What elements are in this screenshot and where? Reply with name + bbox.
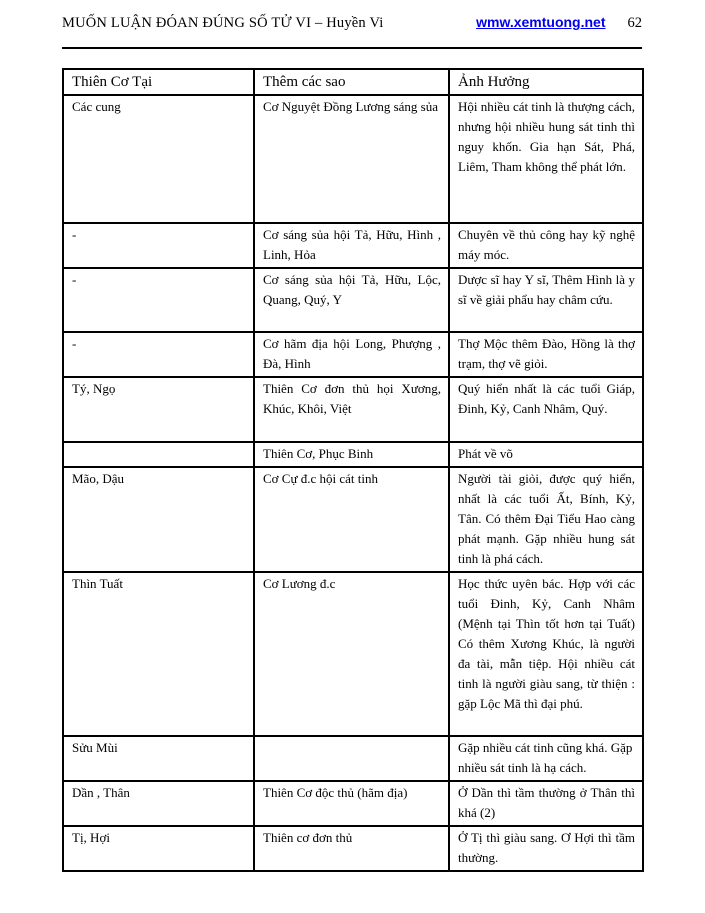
table-cell: Thiên Cơ độc thủ (hãm địa) xyxy=(254,781,449,826)
table-cell: Quý hiển nhất là các tuổi Giáp, Đinh, Kỷ, Canh Nhâm, Quý. xyxy=(449,377,643,442)
table-cell: Mão, Dậu xyxy=(63,467,254,572)
table-row xyxy=(63,826,643,871)
table-cell: - xyxy=(63,332,254,377)
table-row xyxy=(63,442,643,467)
table-row xyxy=(63,377,643,442)
header-right xyxy=(476,14,642,32)
table-cell: Người tài giỏi, được quý hiển, nhất là các tuổi Ất, Bính, Kỷ, Tân. Có thêm Đại Tiểu Hao càng phát mạnh. Gặp nhiều hung sát tinh là phá cách. xyxy=(449,467,643,572)
table-row xyxy=(63,781,643,826)
table-cell: Phát về võ xyxy=(449,442,643,467)
page-number: 62 xyxy=(627,15,642,31)
table-cell: Ở Dần thì tầm thường ở Thân thì khá (2) xyxy=(449,781,643,826)
table-row xyxy=(63,736,643,781)
column-header-thien-co-tai: Thiên Cơ Tại xyxy=(63,69,254,95)
running-header xyxy=(62,14,642,32)
table-cell: Thiên Cơ, Phục Binh xyxy=(254,442,449,467)
table-cell: Dược sĩ hay Y sĩ, Thêm Hình là y sĩ về giải phẩu hay châm cứu. xyxy=(449,268,643,332)
table-cell: Cơ sáng sủa hội Tả, Hữu, Hình , Linh, Hỏa xyxy=(254,223,449,268)
table-cell: Ở Tị thì giàu sang. Ơ Hợi thì tầm thường. xyxy=(449,826,643,871)
table-cell: Cơ sáng sủa hội Tả, Hữu, Lộc, Quang, Quý, Y xyxy=(254,268,449,332)
table-row xyxy=(63,268,643,332)
table-cell: Sửu Mùi xyxy=(63,736,254,781)
table-cell: Gặp nhiều cát tinh cũng khá. Gặp nhiều sát tinh là hạ cách. xyxy=(449,736,643,781)
table-cell: Cơ hãm địa hội Long, Phượng , Đà, Hình xyxy=(254,332,449,377)
table-cell: Chuyên về thủ công hay kỹ nghệ máy móc. xyxy=(449,223,643,268)
table-cell: Thìn Tuất xyxy=(63,572,254,736)
table-row xyxy=(63,223,643,268)
table-cell xyxy=(63,442,254,467)
table-cell: Cơ Lương đ.c xyxy=(254,572,449,736)
page-title: MUỐN LUẬN ĐÓAN ĐÚNG SỐ TỬ VI – Huyền Vi xyxy=(62,15,384,31)
table-cell xyxy=(254,736,449,781)
table-cell: Thợ Mộc thêm Đào, Hồng là thợ trạm, thợ vẽ giỏi. xyxy=(449,332,643,377)
table-cell: Cơ Nguyệt Đồng Lương sáng sủa xyxy=(254,95,449,223)
table-header-row xyxy=(63,69,643,95)
table-cell: Cơ Cự đ.c hội cát tinh xyxy=(254,467,449,572)
table-cell: Thiên Cơ đơn thủ họi Xương, Khúc, Khôi, Việt xyxy=(254,377,449,442)
header-divider xyxy=(62,47,642,49)
table-cell: - xyxy=(63,268,254,332)
column-header-them-cac-sao: Thêm các sao xyxy=(254,69,449,95)
table-cell: Học thức uyên bác. Hợp với các tuổi Đinh, Kỷ, Canh Nhâm (Mệnh tại Thìn tốt hơn tại Tuất) Có thêm Xương Khúc, là người đa tài, mẫn tiệp. Hội nhiều cát tinh là người giàu sang, từ thiện : gặp Lộc Mã thì đại phú. xyxy=(449,572,643,736)
thien-co-table xyxy=(62,68,644,872)
table-cell: Tị, Hợi xyxy=(63,826,254,871)
table-row xyxy=(63,467,643,572)
table-row xyxy=(63,332,643,377)
table-cell: Tý, Ngọ xyxy=(63,377,254,442)
table-cell: Dần , Thân xyxy=(63,781,254,826)
website-link[interactable]: wmw.xemtuong.net xyxy=(476,14,606,30)
table-row xyxy=(63,95,643,223)
table-cell: Các cung xyxy=(63,95,254,223)
column-header-anh-huong: Ảnh Hưởng xyxy=(449,69,643,95)
table-cell: Hội nhiều cát tinh là thượng cách, nhưng hội nhiều hung sát tinh thì nguy khốn. Gia hạn Sát, Phá, Liêm, Tham không thể phát lớn. xyxy=(449,95,643,223)
table-cell: - xyxy=(63,223,254,268)
table-cell: Thiên cơ đơn thủ xyxy=(254,826,449,871)
table-row xyxy=(63,572,643,736)
